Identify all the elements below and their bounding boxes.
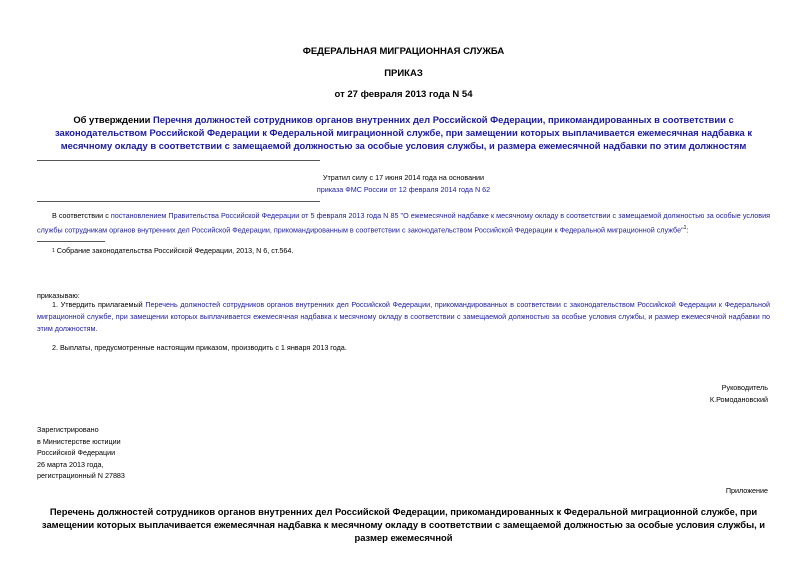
- appendix-title: Перечень должностей сотрудников органов внутренних дел Российской Федерации, прикомандированных к Федеральной миграционной службе, при замещении которых выплачивается ежемесячная надбавка к месячному окладу в соответствии с замещаемой должностью за особые условия службы, и размер ежемесячной: [41, 506, 766, 543]
- signature-name: К.Ромодановский: [709, 395, 768, 404]
- footnote-mark: 1: [52, 248, 55, 254]
- document-title: [36, 113, 771, 152]
- registration-line-3: Российской Федерации: [37, 448, 116, 457]
- title-prefix: Об утверждении: [73, 114, 153, 125]
- registration-block: [37, 424, 125, 482]
- footnote: [52, 245, 293, 258]
- agency-name: ФЕДЕРАЛЬНАЯ МИГРАЦИОННАЯ СЛУЖБА: [302, 46, 505, 57]
- divider-status: [37, 201, 320, 202]
- order-verb: приказываю:: [37, 291, 80, 300]
- footnote-divider: [37, 241, 105, 242]
- order-item-1: [37, 299, 770, 335]
- order-item-1-link[interactable]: Перечень должностей сотрудников органов внутренних дел Российской Федерации, прикомандированных в соответствии с законодательством Российской Федерации к Федеральной миграционной службе, при замещении которых выплачивается ежемесячная надбавка к месячному окладу в соответствии с замещаемой должностью за особые условия службы, и размер ежемесячной надбавки по этим должностям.: [37, 300, 770, 333]
- preamble-suffix: :: [686, 225, 689, 235]
- order-item-1-prefix: 1. Утвердить прилагаемый: [52, 300, 146, 309]
- divider-top: [37, 160, 320, 161]
- appendix-label: Приложение: [725, 486, 768, 495]
- preamble-link[interactable]: постановлением Правительства Российской Федерации от 5 февраля 2013 года N 85 "О ежемесячной надбавке к месячному окладу в соответствии с замещаемой должностью за особые условия службы сотрудникам органов внутренних дел Российской Федерации, прикомандированным в соответствии с законодательством Российской Федерации к Федеральной миграционной службе": [37, 211, 770, 235]
- preamble-footnote-mark: 1: [683, 225, 687, 231]
- registration-line-2: в Министерстве юстиции: [37, 436, 121, 446]
- order-item-2: 2. Выплаты, предусмотренные настоящим приказом, производить с 1 января 2013 года.: [52, 343, 347, 352]
- registration-line-1: Зарегистрировано: [37, 425, 99, 434]
- status-line: Утратил силу с 17 июня 2014 года на основании: [322, 173, 485, 182]
- status-link[interactable]: приказа ФМС России от 12 февраля 2014 года N 62: [316, 185, 491, 194]
- registration-line-5: регистрационный N 27883: [37, 471, 125, 480]
- signature-position: Руководитель: [721, 383, 768, 392]
- registration-line-4: 26 марта 2013 года,: [37, 459, 104, 469]
- doc-type: ПРИКАЗ: [384, 68, 423, 79]
- preamble: [37, 210, 770, 236]
- preamble-prefix: В соответствии с: [52, 211, 111, 220]
- footnote-text: Собрание законодательства Российской Федерации, 2013, N 6, ст.564.: [56, 246, 294, 255]
- doc-date-number: от 27 февраля 2013 года N 54: [334, 89, 473, 100]
- title-link[interactable]: Перечня должностей сотрудников органов внутренних дел Российской Федерации, прикомандированных в соответствии с законодательством Российской Федерации к Федеральной миграционной службе, при замещении которых выплачивается ежемесячная надбавка к месячному окладу в соответствии с замещаемой должностью за особые условия службы, и размера ежемесячной надбавки по этим должностям: [54, 114, 753, 151]
